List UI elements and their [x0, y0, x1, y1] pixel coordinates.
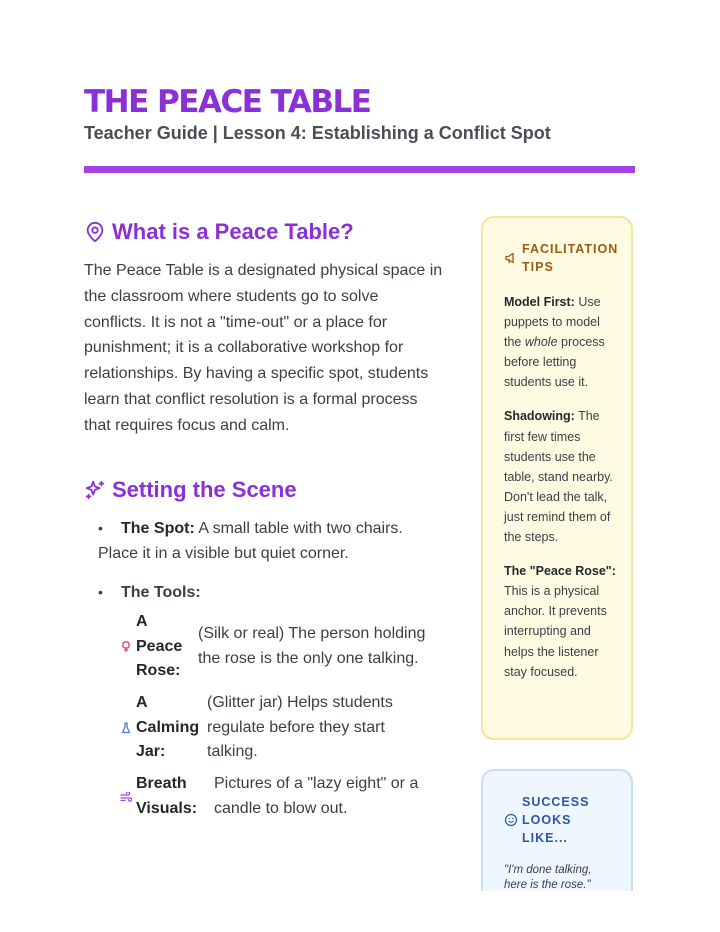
- sparkles-icon: [84, 479, 106, 501]
- tool-item: [118, 610, 438, 684]
- card-header: [504, 240, 617, 276]
- header-divider: [84, 166, 635, 173]
- spot-text: A small table with two chairs. Place it in a visible but quiet corner.: [98, 520, 403, 562]
- tip-item: [504, 292, 617, 392]
- spot-label: The Spot:: [121, 520, 195, 537]
- tool-desc: (Glitter jar) Helps students regulate before they start talking.: [207, 694, 393, 761]
- smile-icon: [504, 813, 518, 827]
- tip-item: [504, 406, 617, 547]
- page-subtitle: Teacher Guide | Lesson 4: Establishing a Conflict Spot: [84, 123, 551, 143]
- tip-label: Shadowing:: [504, 409, 575, 424]
- tip-label: The "Peace Rose":: [504, 564, 616, 579]
- section-heading-text: Setting the Scene: [112, 477, 297, 502]
- page-title: THE PEACE TABLE: [84, 84, 371, 120]
- wind-icon: [118, 789, 134, 805]
- section-heading-scene: [84, 472, 297, 508]
- megaphone-icon: [504, 251, 518, 265]
- card-title: SUCCESS LOOKS LIKE...: [522, 795, 590, 845]
- tool-desc: (Silk or real) The person holding the rose is the only one talking.: [198, 625, 426, 667]
- section-heading-what: [84, 214, 354, 250]
- card-title: FACILITATION TIPS: [522, 242, 619, 274]
- bullet-dot: •: [98, 520, 103, 536]
- tool-name: A Calming Jar:: [136, 694, 200, 761]
- tip-item: [504, 561, 617, 682]
- flask-icon: [118, 720, 134, 736]
- facilitation-tips-card: [481, 216, 633, 740]
- card-header: [504, 793, 617, 847]
- success-card: [481, 769, 633, 891]
- what-paragraph: The Peace Table is a designated physical space in the classroom where students go to solve conflicts. It is not a "time-out" or a place for punishment; it is a collaborative workshop for relationships. By having a specific spot, students learn that conflict resolution is a formal process that requires focus and calm.: [84, 262, 443, 434]
- tool-item: [118, 691, 437, 765]
- list-item-tools: [98, 580, 201, 605]
- tip-emphasis: whole: [524, 335, 558, 350]
- tool-desc: Pictures of a "lazy eight" or a candle to blow out.: [214, 775, 419, 817]
- tip-text: process before letting students use it.: [504, 335, 605, 390]
- tip-text: Use puppets to model the: [504, 295, 601, 350]
- tool-name: Breath Visuals:: [136, 775, 198, 817]
- rose-icon: [118, 639, 134, 655]
- tool-item: [118, 772, 439, 821]
- tip-text: The first few times students use the table, stand nearby. Don't lead the talk, just remind them of the steps.: [504, 409, 613, 545]
- tip-label: Model First:: [504, 295, 575, 309]
- map-pin-icon: [84, 221, 106, 243]
- success-quote: "I'm done talking, here is the rose.": [504, 864, 592, 891]
- tip-text: This is a physical anchor. It prevents interrupting and helps the listener stay focused.: [504, 584, 607, 679]
- bullet-dot: •: [98, 584, 103, 600]
- list-item-spot: [98, 516, 438, 566]
- tool-name: A Peace Rose:: [136, 613, 183, 680]
- tools-label: The Tools:: [121, 584, 201, 601]
- section-heading-text: What is a Peace Table?: [112, 219, 354, 244]
